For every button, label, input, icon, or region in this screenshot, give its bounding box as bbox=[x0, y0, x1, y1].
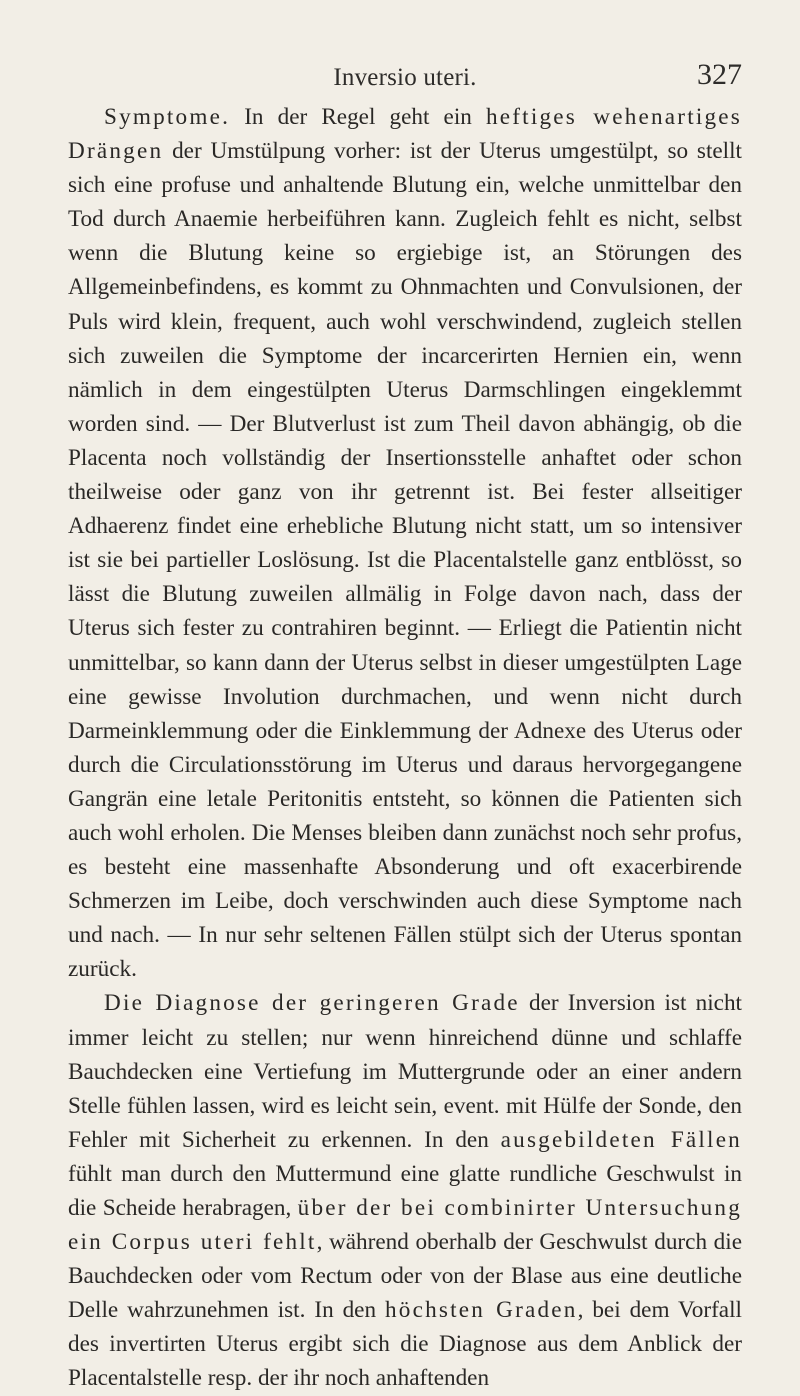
paragraph-text: , während oberhalb der Geschwulst durch die Bauchdecken oder vom Rectum oder von der Blase aus eine deutliche Delle wahrzunehmen ist. In den bbox=[68, 1229, 742, 1324]
emphasized-phrase: heftiges wehenartiges Drängen bbox=[68, 104, 742, 165]
section-lead-diagnosis: Die Diagnose der geringeren Grade bbox=[104, 990, 520, 1017]
running-header bbox=[68, 0, 742, 100]
paragraph-text: In der Regel geht ein bbox=[230, 104, 486, 130]
paragraph-text: fühlt man durch den Muttermund eine glatte rundliche Geschwulst in die Scheide herabragen, bbox=[68, 1160, 742, 1221]
running-title: Inversio uteri. bbox=[333, 64, 477, 91]
paragraph-diagnosis bbox=[68, 986, 742, 1395]
emphasized-phrase: ausgebildeten Fällen bbox=[500, 1126, 742, 1153]
paragraph-text: , bei dem Vorfall des invertirten Uterus ergibt sich die Diagnose aus dem Anblick der Placentalstelle resp. der ihr noch anhaftenden bbox=[68, 1297, 742, 1392]
section-lead-symptoms: Symptome. bbox=[104, 104, 231, 130]
paragraph-text: der Umstülpung vorher: ist der Uterus umgestülpt, so stellt sich eine profuse und anhaltende Blutung ein, welche unmittelbar den Tod durch Anaemie herbeiführen kann. Zugleich fehlt es nicht, selbst wenn die Blutung keine so ergiebige ist, an Störungen des Allgemeinbefindens, es kommt zu Ohnmachten und Convulsionen, der Puls wird klein, frequent, auch wohl verschwindend, zugleich stellen sich zuweilen die Symptome der incarcerirten Hernien ein, wenn nämlich in dem eingestülpten Uterus Darmschlingen eingeklemmt worden sind. — Der Blutverlust ist zum Theil davon abhängig, ob die Placenta noch vollständig der Insertionsstelle anhaftet oder schon theilweise oder ganz von ihr getrennt ist. Bei fester allseitiger Adhaerenz findet eine erhebliche Blutung nicht statt, um so intensiver ist sie bei partieller Loslösung. Ist die Placentalstelle ganz entblösst, so lässt die Blutung zuweilen allmälig in Folge davon nach, dass der Uterus sich fester zu contrahiren beginnt. — Erliegt die Patientin nicht unmittelbar, so kann dann der Uterus selbst in dieser umgestülpten Lage eine gewisse Involution durchmachen, und wenn nicht durch Darmeinklemmung oder die Einklemmung der Adnexe des Uterus oder durch die Circulationsstörung im Uterus und daraus hervorgegangene Gangrän eine letale Peritonitis entsteht, so können die Patienten sich auch wohl erholen. Die Menses bleiben dann zunächst noch sehr profus, es besteht eine massenhafte Absonderung und oft exacerbirende Schmerzen im Leibe, doch verschwinden auch diese Symptome nach und nach. — In nur sehr seltenen Fällen stülpt sich der Uterus spontan zurück. bbox=[68, 138, 742, 983]
paragraph-symptoms bbox=[68, 100, 742, 986]
body-text bbox=[68, 100, 742, 1396]
emphasized-phrase: höchsten Graden bbox=[385, 1297, 578, 1324]
paragraph-text: der Inversion ist nicht immer leicht zu stellen; nur wenn hinreichend dünne und schlaffe Bauchdecken eine Vertiefung im Muttergrunde oder an einer andern Stelle fühlen lassen, wird es leicht sein, event. mit Hülfe der Sonde, den Fehler mit Sicherheit zu erkennen. In den bbox=[68, 990, 742, 1153]
page-number: 327 bbox=[697, 58, 742, 91]
emphasized-phrase: über der bei combinirter Untersuchung ein Corpus uteri fehlt bbox=[68, 1195, 742, 1256]
